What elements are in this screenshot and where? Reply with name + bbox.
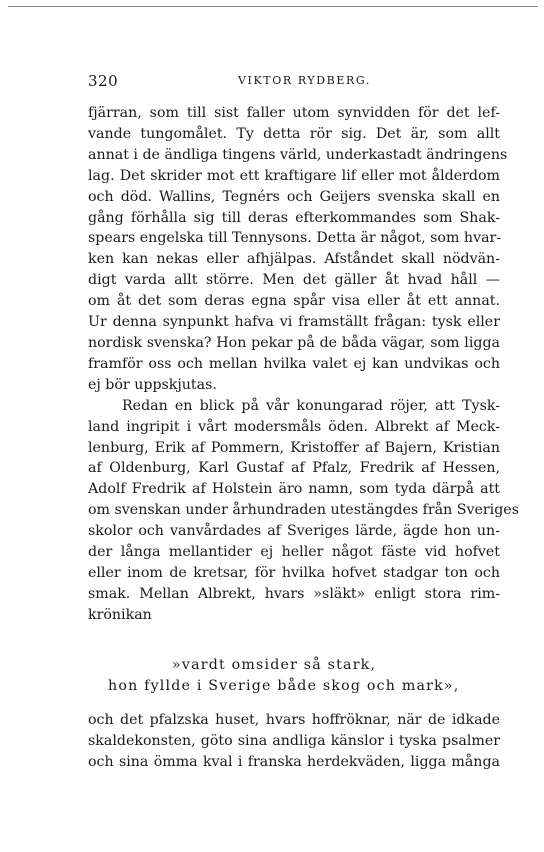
- text-line: lenburg, Erik af Pommern, Kristoffer af Bajern, Kristian: [88, 439, 500, 456]
- text-line: land ingripit i vårt modersmåls öden. Albrekt af Meck-: [88, 418, 500, 435]
- paragraph-2: [88, 396, 519, 626]
- text-line: annat i de ändliga tingens värld, underkastadt ändringens: [88, 146, 508, 163]
- text-line: och död. Wallins, Tegnérs och Geijers svenska skall en: [88, 188, 500, 205]
- text-line: digt varda allt större. Men det gäller åt hvad håll —: [88, 272, 500, 289]
- verse-quote: [88, 655, 500, 697]
- page-number: 320: [88, 72, 119, 90]
- text-line: vande tungomålet. Ty detta rör sig. Det är, som allt: [88, 125, 500, 142]
- text-line: krönikan: [88, 606, 152, 623]
- text-line: om åt det som deras egna spår visa eller åt ett annat.: [88, 293, 500, 310]
- text-line: nordisk svenska? Hon pekar på de båda vägar, som ligga: [88, 334, 500, 351]
- page-header: [88, 72, 500, 92]
- text-line: Ur denna synpunkt hafva vi framställt frågan: tysk eller: [88, 314, 500, 331]
- verse-line: hon fyllde i Sverige både skog och mark»,: [108, 678, 460, 694]
- text-line: ej bör uppskjutas.: [88, 376, 217, 393]
- text-line: och sina ömma kval i franska herdekväden, ligga många: [88, 753, 500, 770]
- text-line: och det pfalzska huset, hvars hoffröknar, när de idkade: [88, 712, 500, 728]
- text-line: skolor och vanvårdades af Sveriges lärde, ägde hon un-: [88, 523, 500, 540]
- text-line: Redan en blick på vår konungarad röjer, att Tysk-: [122, 397, 500, 414]
- paragraph-1: [88, 103, 508, 396]
- text-line: skaldekonsten, göto sina andliga känslor i tyska psalmer: [88, 732, 500, 749]
- text-line: spears engelska till Tennysons. Detta är något, som hvar-: [88, 230, 502, 247]
- running-head: VIKTOR RYDBERG.: [238, 74, 371, 87]
- text-line: eller inom de kretsar, för hvilka hofvet stadgar ton och: [88, 564, 500, 581]
- text-line: lag. Det skrider mot ett kraftigare lif eller mot ålderdom: [88, 167, 500, 184]
- body-text: [88, 103, 519, 626]
- verse-line: »vardt omsider så stark,: [172, 657, 377, 673]
- text-line: Adolf Fredrik af Holstein äro namn, som tyda därpå att: [88, 481, 500, 498]
- text-line: af Oldenburg, Karl Gustaf af Pfalz, Fredrik af Hessen,: [88, 460, 500, 477]
- text-line: ken kan nekas eller afhjälpas. Afståndet skall nödvän-: [88, 251, 500, 268]
- text-line: gång förhålla sig till deras efterkommandes som Shak-: [88, 209, 500, 226]
- text-line: smak. Mellan Albrekt, hvars »släkt» enligt stora rim-: [88, 585, 500, 602]
- top-rule: [8, 6, 538, 7]
- text-line: om svenskan under århundraden utestängdes från Sveriges: [88, 502, 519, 519]
- text-line: fjärran, som till sist faller utom synvidden för det lef-: [88, 105, 500, 121]
- text-line: der långa mellantider ej heller något fäste vid hofvet: [88, 544, 500, 561]
- text-line: framför oss och mellan hvilka valet ej kan undvikas och: [88, 355, 500, 372]
- paragraph-3: [88, 710, 500, 773]
